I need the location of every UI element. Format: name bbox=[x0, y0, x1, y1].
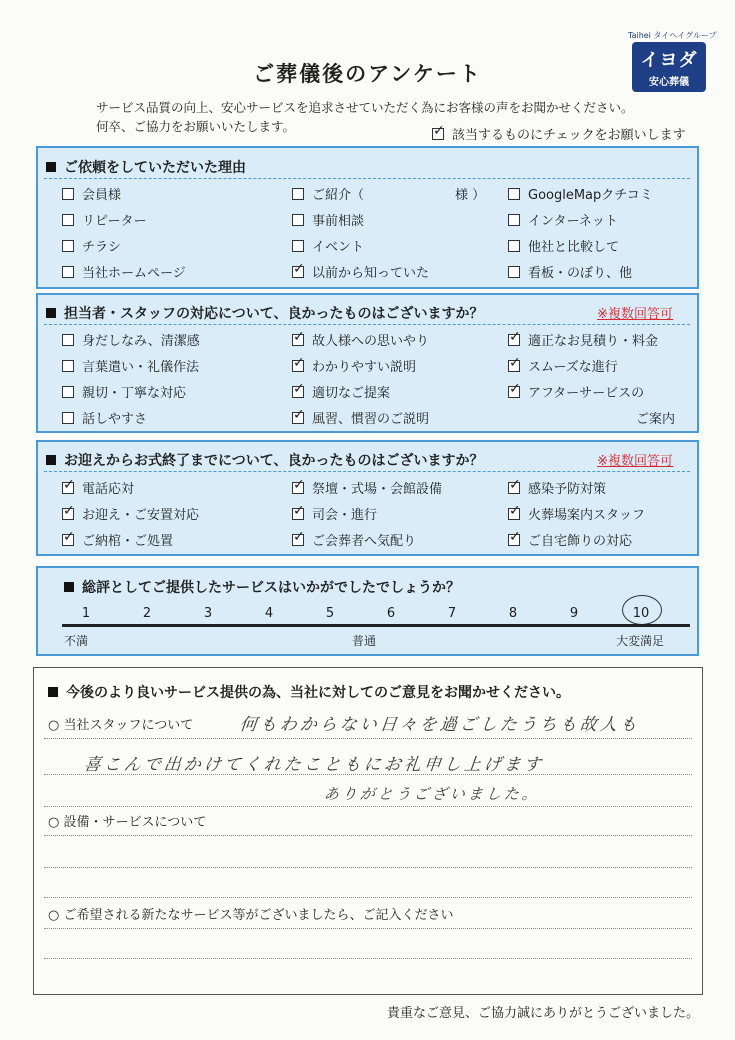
checkbox[interactable] bbox=[62, 240, 74, 252]
ceremony-option[interactable]: ✓ ご会葬者へ気配り bbox=[292, 530, 416, 549]
checkbox[interactable] bbox=[508, 188, 520, 200]
checkbox[interactable] bbox=[508, 240, 520, 252]
reason-option[interactable]: 当社ホームページ bbox=[62, 262, 186, 281]
checkbox[interactable] bbox=[292, 214, 304, 226]
ceremony-option[interactable]: ✓ 司会・進行 bbox=[292, 504, 377, 523]
checkbox[interactable] bbox=[62, 386, 74, 398]
ruled-line bbox=[44, 897, 692, 898]
checkbox-checked[interactable] bbox=[508, 360, 520, 372]
ceremony-option[interactable]: ✓ ご自宅飾りの対応 bbox=[508, 530, 632, 549]
selected-circle-mark bbox=[622, 595, 662, 625]
checkbox-checked[interactable] bbox=[508, 334, 520, 346]
handwritten-comment-line-3: ありがとうございました。 bbox=[323, 785, 541, 803]
check-note-text: 該当するものにチェックをお願いします bbox=[452, 128, 686, 143]
scale-low-label: 不満 bbox=[64, 634, 89, 648]
multi-answer-note: ※複数回答可 bbox=[597, 307, 673, 322]
handwritten-comment-line-1: 何もわからない日々を過ごしたうちも故人も bbox=[238, 715, 641, 735]
scale-tick[interactable]: 5 bbox=[325, 606, 335, 621]
scale-tick-selected[interactable]: 10 bbox=[632, 606, 650, 621]
scale-tick[interactable]: 4 bbox=[264, 606, 274, 621]
intro-line-1: サービス品質の向上、安心サービスを追求させていただく為にお客様の声をお聞かせください。 bbox=[96, 100, 634, 115]
logo-name: イヨダ bbox=[640, 50, 698, 71]
ceremony-option[interactable]: ✓ 火葬場案内スタッフ bbox=[508, 504, 645, 523]
reason-option[interactable]: イベント bbox=[292, 236, 364, 255]
facility-comment-label: ○ 設備・サービスについて bbox=[48, 815, 207, 830]
reason-option[interactable]: インターネット bbox=[508, 210, 618, 229]
reason-option[interactable]: ご紹介（ 様 ） bbox=[292, 184, 485, 203]
scale-tick[interactable]: 1 bbox=[81, 606, 91, 621]
staff-option[interactable]: ✓ 風習、慣習のご説明 bbox=[292, 408, 429, 427]
heading-square-icon bbox=[46, 162, 56, 172]
checkbox-checked[interactable] bbox=[508, 386, 520, 398]
ceremony-option[interactable]: ✓お迎え・ご安置対応 bbox=[62, 504, 199, 523]
reason-option[interactable]: 事前相談 bbox=[292, 210, 364, 229]
checkbox-checked[interactable] bbox=[62, 482, 74, 494]
ceremony-option[interactable]: ✓ 祭壇・式場・会館設備 bbox=[292, 478, 442, 497]
new-service-comment-label: ○ ご希望される新たなサービス等がございましたら、ご記入ください bbox=[48, 908, 454, 923]
ruled-line bbox=[44, 958, 692, 959]
reason-option[interactable]: リピーター bbox=[62, 210, 146, 229]
scale-high-label: 大変満足 bbox=[616, 634, 665, 648]
staff-option[interactable]: ✓ アフターサービスの bbox=[508, 382, 644, 401]
checkbox-checked[interactable] bbox=[62, 534, 74, 546]
checkbox[interactable] bbox=[508, 214, 520, 226]
rating-scale-line bbox=[62, 624, 690, 627]
reasons-heading: ご依頼をしていただいた理由 bbox=[46, 157, 246, 177]
checkbox[interactable] bbox=[292, 188, 304, 200]
scale-mid-label: 普通 bbox=[352, 634, 377, 648]
ceremony-option[interactable]: ✓電話応対 bbox=[62, 478, 134, 497]
checkbox[interactable] bbox=[292, 240, 304, 252]
rating-heading: 総評としてご提供したサービスはいかがでしたでしょうか？ bbox=[64, 577, 460, 597]
checkbox-checked[interactable] bbox=[508, 534, 520, 546]
staff-option[interactable]: ✓ 適正なお見積り・料金 bbox=[508, 330, 658, 349]
thanks-message: 貴重なご意見、ご協力誠にありがとうございました。 bbox=[386, 1006, 699, 1021]
reason-option[interactable]: チラシ bbox=[62, 236, 121, 255]
staff-comment-label: ○ 当社スタッフについて bbox=[48, 718, 194, 733]
heading-square-icon bbox=[46, 308, 56, 318]
staff-option[interactable]: ✓ 適切なご提案 bbox=[292, 382, 390, 401]
checkbox-checked[interactable] bbox=[292, 266, 304, 278]
checkbox[interactable] bbox=[62, 266, 74, 278]
checkbox-checked[interactable] bbox=[508, 482, 520, 494]
checkbox[interactable] bbox=[62, 214, 74, 226]
checkbox-checked[interactable] bbox=[292, 508, 304, 520]
logo-group-text: Taihei タイヘイグループ bbox=[628, 31, 717, 40]
sample-check-icon bbox=[432, 128, 444, 140]
scale-tick[interactable]: 6 bbox=[386, 606, 396, 621]
reason-option[interactable]: ✓ 以前から知っていた bbox=[292, 262, 429, 281]
staff-option[interactable]: ✓ わかりやすい説明 bbox=[292, 356, 416, 375]
opinion-heading: 今後のより良いサービス提供の為、当社に対してのご意見をお聞かせください。 bbox=[48, 682, 570, 702]
staff-option[interactable]: ✓ スムーズな進行 bbox=[508, 356, 618, 375]
ruled-line bbox=[44, 738, 692, 739]
scale-tick[interactable]: 8 bbox=[508, 606, 518, 621]
ruled-line bbox=[44, 835, 692, 836]
checkbox-checked[interactable] bbox=[292, 482, 304, 494]
page-title: ご葬儀後のアンケート bbox=[253, 62, 482, 86]
checkbox[interactable] bbox=[62, 412, 74, 424]
staff-option-continuation: ご案内 bbox=[636, 412, 676, 427]
staff-option[interactable]: 親切・丁寧な対応 bbox=[62, 382, 186, 401]
handwritten-comment-line-2: 喜こんで出かけてくれたこともにお礼申し上げます bbox=[82, 755, 545, 775]
staff-heading: 担当者・スタッフの対応について、良かったものはございますか？ bbox=[46, 303, 483, 323]
divider bbox=[44, 471, 690, 472]
heading-square-icon bbox=[64, 582, 74, 592]
ruled-line bbox=[44, 806, 692, 807]
multi-answer-note: ※複数回答可 bbox=[597, 454, 673, 469]
staff-option[interactable]: 話しやすさ bbox=[62, 408, 147, 427]
ruled-line bbox=[44, 928, 692, 929]
ceremony-option[interactable]: ✓ 感染予防対策 bbox=[508, 478, 606, 497]
staff-option[interactable]: 身だしなみ、清潔感 bbox=[62, 330, 200, 349]
divider bbox=[44, 178, 690, 179]
check-note bbox=[432, 124, 686, 143]
logo-sub: 安心葬儀 bbox=[649, 77, 689, 88]
checkbox-checked[interactable] bbox=[508, 508, 520, 520]
divider bbox=[44, 324, 690, 325]
scale-tick[interactable]: 9 bbox=[569, 606, 579, 621]
staff-option[interactable]: 言葉遣い・礼儀作法 bbox=[62, 356, 199, 375]
staff-option[interactable]: ✓ 故人様への思いやり bbox=[292, 330, 429, 349]
checkbox-checked[interactable] bbox=[292, 360, 304, 372]
reason-option[interactable]: GoogleMapクチコミ bbox=[508, 184, 653, 203]
reason-option[interactable]: 会員様 bbox=[62, 184, 121, 203]
checkbox-checked[interactable] bbox=[292, 534, 304, 546]
checkbox[interactable] bbox=[508, 266, 520, 278]
checkbox-checked[interactable] bbox=[292, 334, 304, 346]
heading-square-icon bbox=[48, 687, 58, 697]
checkbox-checked[interactable] bbox=[292, 412, 304, 424]
ruled-line bbox=[44, 867, 692, 868]
ceremony-option[interactable]: ✓ご納棺・ご処置 bbox=[62, 530, 173, 549]
checkbox[interactable] bbox=[62, 334, 74, 346]
ceremony-heading: お迎えからお式終了までについて、良かったものはございますか？ bbox=[46, 450, 483, 470]
heading-square-icon bbox=[46, 455, 56, 465]
checkbox[interactable] bbox=[62, 360, 74, 372]
intro-line-2: 何卒、ご協力をお願いいたします。 bbox=[96, 119, 296, 134]
reason-option[interactable]: 看板・のぼり、他 bbox=[508, 262, 632, 281]
scale-tick[interactable]: 3 bbox=[203, 606, 213, 621]
checkbox[interactable] bbox=[62, 188, 74, 200]
checkbox-checked[interactable] bbox=[292, 386, 304, 398]
checkbox-checked[interactable] bbox=[62, 508, 74, 520]
ruled-line bbox=[44, 774, 692, 775]
scale-tick[interactable]: 7 bbox=[447, 606, 457, 621]
scale-tick[interactable]: 2 bbox=[142, 606, 152, 621]
reason-option[interactable]: 他社と比較して bbox=[508, 236, 619, 255]
